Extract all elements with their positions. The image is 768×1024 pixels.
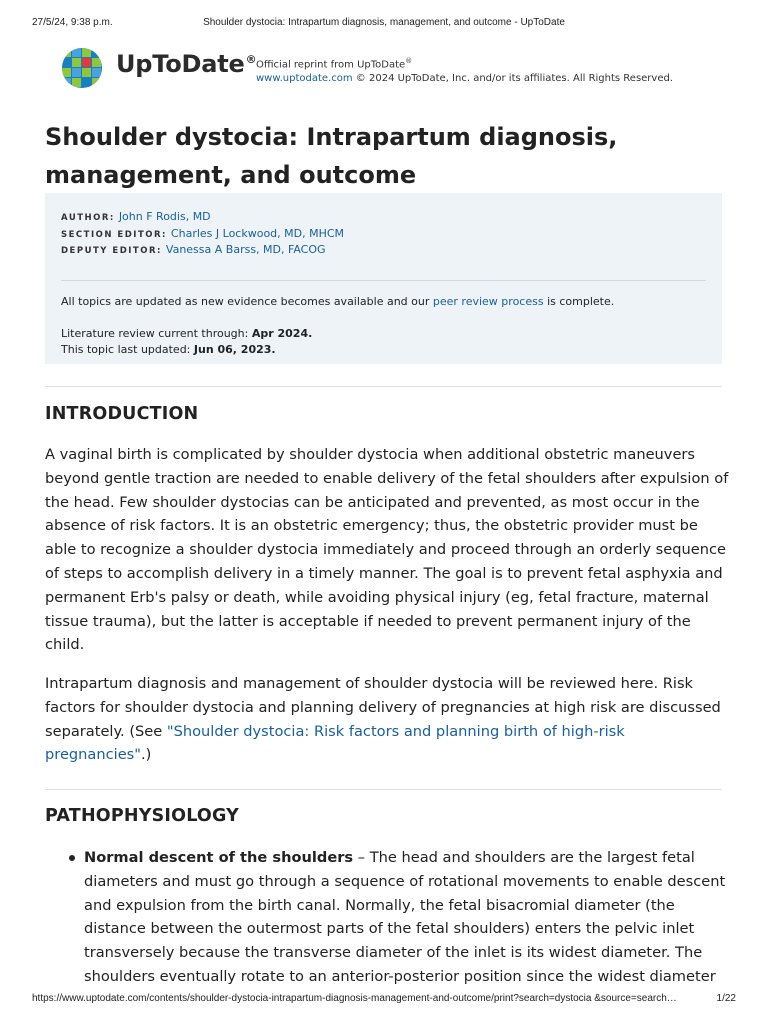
print-footer	[32, 993, 736, 1007]
deputy-editor-credit: DEPUTY EDITOR: Vanessa A Barss, MD, FACOG	[61, 243, 326, 256]
update-notice: All topics are updated as new evidence becomes available and our peer review process is complete.	[61, 294, 615, 308]
section-divider	[45, 789, 722, 790]
section-editor-credit: SECTION EDITOR: Charles J Lockwood, MD, MHCM	[61, 226, 345, 240]
print-document-title: Shoulder dystocia: Intrapartum diagnosis, management, and outcome - UpToDate	[203, 17, 565, 28]
page-title: Shoulder dystocia: Intrapartum diagnosis, management, and outcome	[45, 123, 618, 189]
print-url: https://www.uptodate.com/contents/shoulder-dystocia-intrapartum-diagnosis-management-and-outcome/print?search=dystocia &source=search…	[32, 993, 677, 1004]
print-header	[32, 14, 736, 30]
reprint-notice: Official reprint from UpToDate® www.uptodate.com © 2024 UpToDate, Inc. and/or its affiliates. All Rights Reserved.	[256, 57, 674, 85]
literature-review-date: Literature review current through: Apr 2024.	[61, 326, 313, 340]
list-item: Normal descent of the shoulders – The head and shoulders are the largest fetal diameters and must go through a sequence of rotational movements to enable descent and expulsion from the birth canal. Normally, the fetal bisacromial diameter (the distance between the outermost parts of the fetal shoulders) enters the pelvic inlet transversely because the transverse diameter of the inlet is its widest diameter. The shoulders eventually rotate to an anterior-posterior position since the widest diameter	[84, 846, 726, 989]
introduction-heading: INTRODUCTION	[45, 404, 199, 424]
peer-review-link[interactable]: peer review process	[432, 294, 544, 308]
uptodate-globe-icon	[60, 46, 104, 90]
introduction-paragraph-2: Intrapartum diagnosis and management of shoulder dystocia will be reviewed here. Risk factors for shoulder dystocia and planning delivery of pregnancies at high risk are discussed separately. (See "Shoulder dystocia: Risk factors and planning birth of high-risk pregnancies".)	[45, 675, 721, 764]
risk-factors-topic-link[interactable]: "Shoulder dystocia: Risk factors and planning birth of high-risk pregnancies"	[45, 722, 625, 764]
last-updated-date: This topic last updated: Jun 06, 2023.	[61, 342, 276, 356]
section-divider	[45, 386, 722, 387]
section-editor-link[interactable]: Charles J Lockwood, MD, MHCM	[170, 226, 345, 240]
pathophysiology-list	[84, 846, 726, 989]
print-timestamp: 27/5/24, 9:38 p.m.	[32, 17, 113, 28]
uptodate-logo[interactable]	[60, 46, 260, 90]
introduction-paragraph-1: A vaginal birth is complicated by shoulder dystocia when additional obstetric maneuvers beyond gentle traction are needed to enable delivery of the fetal shoulders after expulsion of the head. Few shoulder dystocias can be anticipated and prevented, as most occur in the absence of risk factors. It is an obstetric emergency; thus, the obstetric provider must be able to recognize a shoulder dystocia immediately and proceed through an orderly sequence of steps to accomplish delivery in a timely manner. The goal is to prevent fetal asphyxia and permanent Erb's palsy or death, while avoiding physical injury (eg, fetal fracture, maternal tissue trauma), but the latter is acceptable if needed to prevent permanent injury of the child.	[45, 446, 729, 654]
pathophysiology-heading: PATHOPHYSIOLOGY	[45, 806, 240, 826]
copyright-text: © 2024 UpToDate, Inc. and/or its affiliates. All Rights Reserved.	[355, 73, 674, 85]
logo-wordmark: UpToDate®	[116, 50, 257, 78]
page-number: 1/22	[716, 993, 736, 1004]
bullet-icon	[69, 855, 75, 861]
uptodate-site-link[interactable]: www.uptodate.com	[256, 73, 353, 85]
info-divider	[61, 280, 706, 281]
author-credit: AUTHOR: John F Rodis, MD	[61, 210, 211, 223]
topic-info-box	[45, 193, 722, 364]
author-link[interactable]: John F Rodis, MD	[118, 210, 211, 223]
deputy-editor-link[interactable]: Vanessa A Barss, MD, FACOG	[165, 243, 326, 256]
